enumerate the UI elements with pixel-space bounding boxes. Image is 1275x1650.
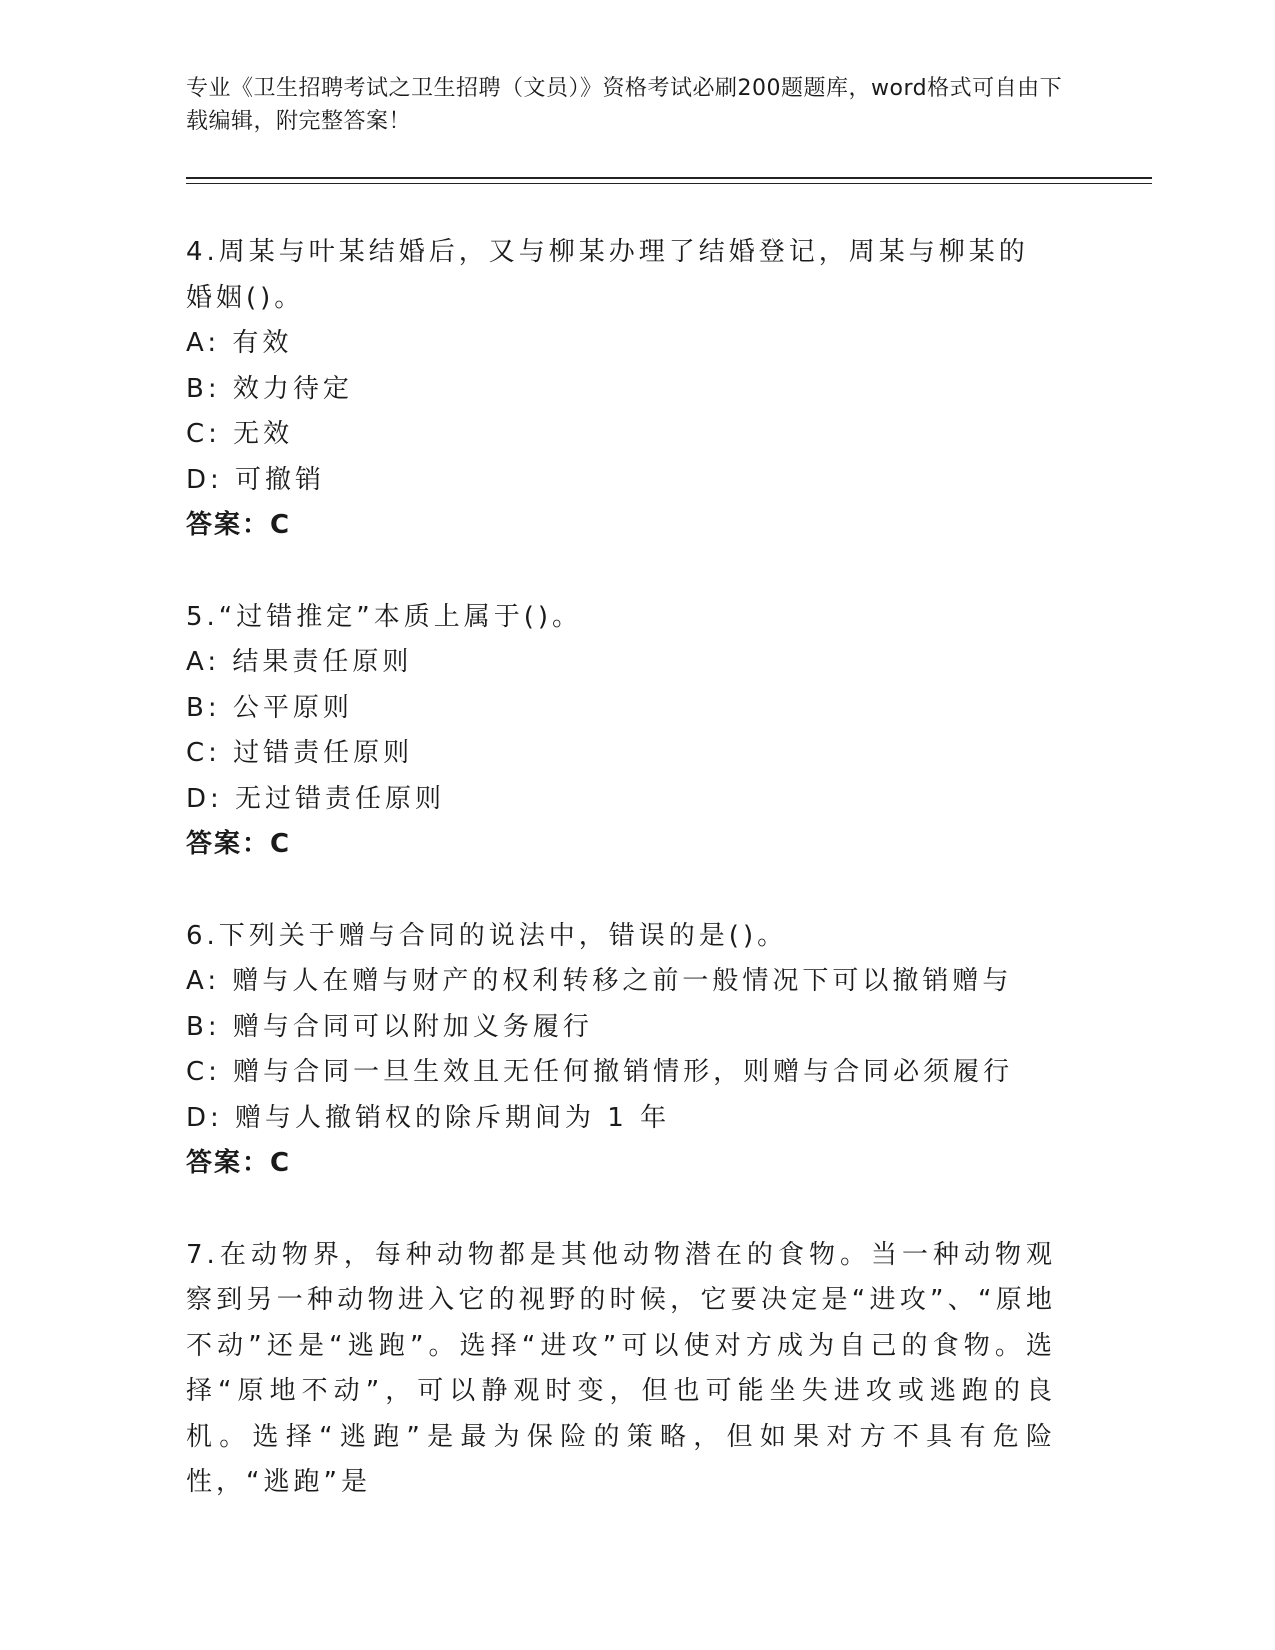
- question-7: [186, 1233, 1056, 1506]
- question-6: [186, 914, 1056, 1187]
- question-5: [186, 595, 1056, 868]
- question-stem: 5.“过错推定”本质上属于()。: [186, 601, 583, 632]
- header-divider-thick: [186, 177, 1152, 179]
- option-d: D: 无过错责任原则: [186, 783, 446, 814]
- answer-line: 答案：C: [186, 510, 292, 540]
- option-a: A: 结果责任原则: [186, 647, 413, 677]
- option-a: A: 赠与人在赠与财产的权利转移之前一般情况下可以撤销赠与: [186, 966, 1013, 996]
- option-d: D: 可撤销: [186, 464, 326, 495]
- document-header: 专业《卫生招聘考试之卫生招聘（文员）》资格考试必刷200题题库，word格式可自由下载编辑，附完整答案！: [186, 76, 1063, 134]
- option-c: C: 过错责任原则: [186, 738, 414, 768]
- question-list: [186, 230, 1056, 1552]
- answer-line: 答案：C: [186, 1148, 292, 1178]
- option-d: D: 赠与人撤销权的除斥期间为 1 年: [186, 1102, 671, 1133]
- question-4: [186, 230, 1056, 549]
- answer-line: 答案：C: [186, 829, 292, 859]
- question-stem: 6.下列关于赠与合同的说法中，错误的是()。: [186, 920, 788, 951]
- question-stem: 4.周某与叶某结婚后，又与柳某办理了结婚登记，周某与柳某的婚姻()。: [186, 237, 1029, 313]
- option-c: C: 赠与合同一旦生效且无任何撤销情形，则赠与合同必须履行: [186, 1057, 1014, 1087]
- option-b: B: 公平原则: [186, 692, 353, 723]
- option-c: C: 无效: [186, 419, 294, 449]
- option-b: B: 赠与合同可以附加义务履行: [186, 1011, 593, 1042]
- question-stem: 7.在动物界，每种动物都是其他动物潜在的食物。当一种动物观察到另一种动物进入它的视野的时候，它要决定是“进攻”、“原地不动”还是“逃跑”。选择“进攻”可以使对方成为自己的食物。选择“原地不动”，可以静观时变，但也可能坐失进攻或逃跑的良机。选择“逃跑”是最为保险的策略，但如果对方不具有危险性，“逃跑”是: [186, 1239, 1056, 1497]
- option-a: A: 有效: [186, 328, 293, 358]
- option-b: B: 效力待定: [186, 373, 353, 404]
- header-divider-thin: [186, 183, 1152, 184]
